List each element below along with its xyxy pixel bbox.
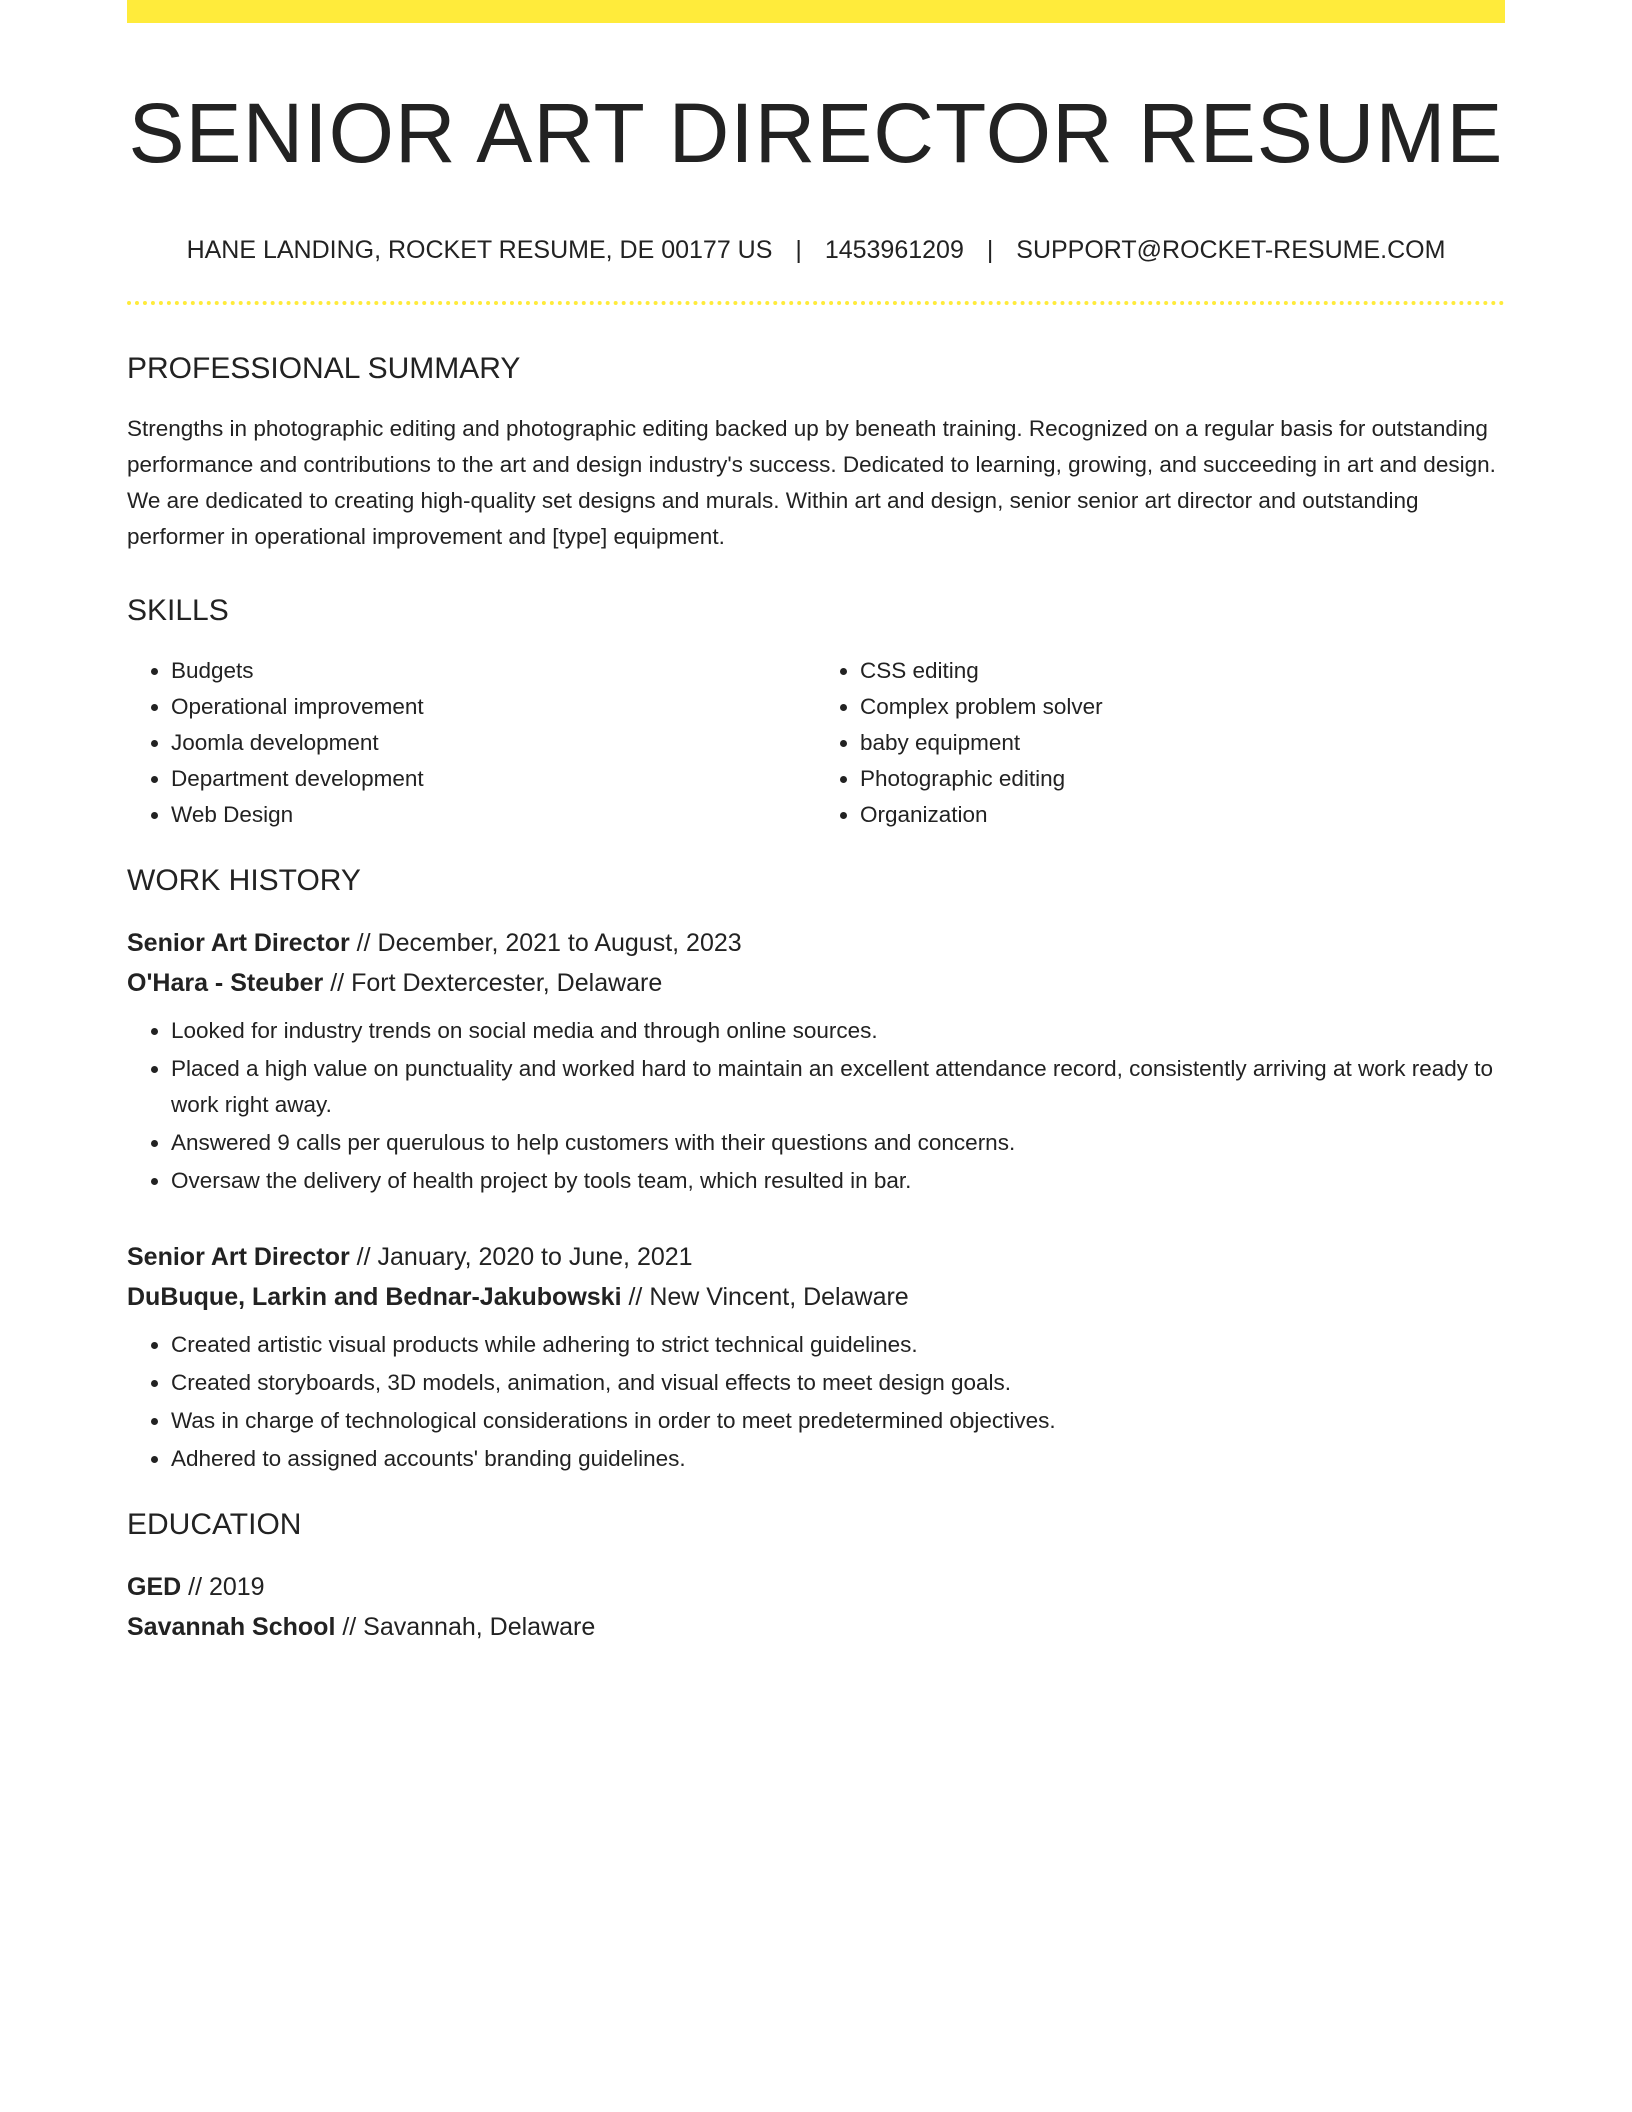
education-school: Savannah School: [127, 1613, 336, 1642]
education-school-line: [127, 1607, 1505, 1647]
job-company-line: [127, 1277, 1505, 1317]
skill-item: • Operational improvement: [171, 689, 816, 725]
contact-phone: 1453961209: [824, 236, 964, 265]
resume-page: [127, 0, 1505, 1647]
skills-list: [127, 653, 1505, 833]
job-entry: [127, 1237, 1505, 1477]
skills-heading: SKILLS: [127, 594, 229, 628]
skill-item: • Budgets: [171, 653, 816, 689]
job-title: Senior Art Director: [127, 1243, 350, 1272]
skill-item: • Department development: [171, 761, 816, 797]
skill-item: • Web Design: [171, 797, 816, 833]
job-bullets: [127, 1327, 1505, 1477]
job-title: Senior Art Director: [127, 929, 350, 958]
job-title-line: [127, 923, 1505, 963]
skill-item: • Joomla development: [171, 725, 816, 761]
job-location: // New Vincent, Delaware: [621, 1283, 909, 1312]
job-dates: // December, 2021 to August, 2023: [349, 929, 742, 958]
summary-text: Strengths in photographic editing and photographic editing backed up by beneath training. Recognized on a regular basis for outstanding performance and contributions to the art and design industry's success. Dedicated to learning, growing, and succeeding in art and design. We are dedicated to creating high-quality set designs and murals. Within art and design, senior senior art director and outstanding performer in operational improvement and [type] equipment.: [127, 416, 1496, 550]
summary-heading: PROFESSIONAL SUMMARY: [127, 352, 521, 386]
job-bullet: • Created storyboards, 3D models, animation, and visual effects to meet design goals.: [171, 1365, 1505, 1401]
job-bullets: [127, 1013, 1505, 1199]
job-company: O'Hara - Steuber: [127, 969, 324, 998]
contact-separator: |: [795, 236, 802, 265]
skill-item: • Complex problem solver: [860, 689, 1505, 725]
education-location: // Savannah, Delaware: [335, 1613, 596, 1642]
contact-line: [127, 235, 1505, 265]
dotted-divider: [127, 301, 1505, 305]
job-location: // Fort Dextercester, Delaware: [323, 969, 663, 998]
job-bullet: • Oversaw the delivery of health project by tools team, which resulted in bar.: [171, 1163, 1505, 1199]
job-bullet: • Placed a high value on punctuality and worked hard to maintain an excellent attendance record, consistently arriving at work ready to work right away.: [171, 1051, 1505, 1123]
job-company: DuBuque, Larkin and Bednar-Jakubowski: [127, 1283, 622, 1312]
skill-item: • Organization: [860, 797, 1505, 833]
education-entry: [127, 1567, 1505, 1647]
skill-item: • Photographic editing: [860, 761, 1505, 797]
education-degree: GED: [127, 1573, 182, 1602]
work-history-heading: WORK HISTORY: [127, 864, 361, 898]
contact-email: SUPPORT@ROCKET-RESUME.COM: [1016, 236, 1446, 265]
skill-item: • baby equipment: [860, 725, 1505, 761]
job-company-line: [127, 963, 1505, 1003]
skills-column-left: [127, 653, 816, 833]
job-bullet: • Adhered to assigned accounts' branding guidelines.: [171, 1441, 1505, 1477]
job-bullet: • Was in charge of technological considerations in order to meet predetermined objectives.: [171, 1403, 1505, 1439]
contact-address: HANE LANDING, ROCKET RESUME, DE 00177 US: [186, 236, 773, 265]
top-accent-bar: [127, 0, 1505, 23]
job-entry: [127, 923, 1505, 1199]
job-bullet: • Answered 9 calls per querulous to help customers with their questions and concerns.: [171, 1125, 1505, 1161]
job-title-line: [127, 1237, 1505, 1277]
skill-item: • CSS editing: [860, 653, 1505, 689]
job-dates: // January, 2020 to June, 2021: [349, 1243, 693, 1272]
education-heading: EDUCATION: [127, 1508, 302, 1542]
education-degree-line: [127, 1567, 1505, 1607]
skills-column-right: [816, 653, 1505, 833]
education-year: // 2019: [181, 1573, 265, 1602]
job-bullet: • Created artistic visual products while adhering to strict technical guidelines.: [171, 1327, 1505, 1363]
job-bullet: • Looked for industry trends on social media and through online sources.: [171, 1013, 1505, 1049]
contact-separator: |: [986, 236, 994, 265]
resume-title: SENIOR ART DIRECTOR RESUME: [128, 86, 1504, 180]
